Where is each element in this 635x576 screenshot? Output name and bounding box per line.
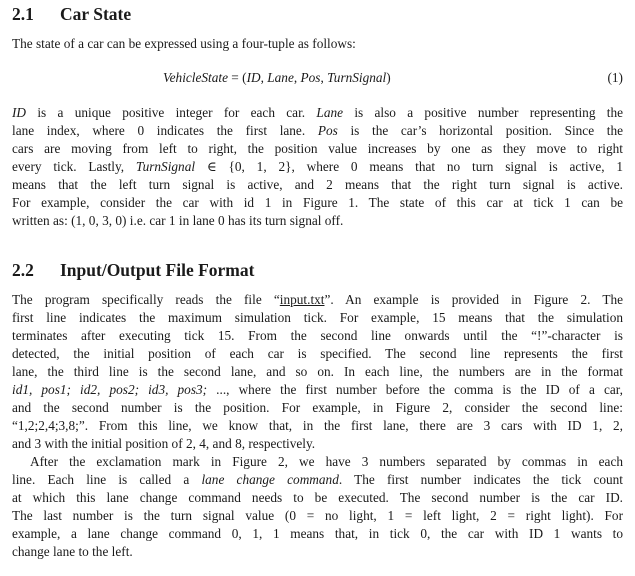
section-title: Input/Output File Format bbox=[60, 260, 255, 280]
paragraph-line: change lane to the left. bbox=[12, 544, 133, 559]
paragraph-line: and the second number is the position. For example, in Figure 2, consider the second line: bbox=[12, 400, 623, 415]
section-heading-io-format bbox=[12, 260, 254, 281]
paragraph-line: “1,2;2,4;3,8;”. From this line, we know that, in the first lane, there are 3 cars with ID 1, 2, bbox=[12, 418, 623, 433]
paragraph-line: example, a lane change command 0, 1, 1 means that, in tick 0, the car with ID 1 wants to bbox=[12, 526, 623, 541]
paragraph-line: terminates after executing tick 15. From the second line onwards until the “!”-character is bbox=[12, 328, 623, 343]
paragraph-line: lane index, where 0 indicates the first lane. Pos is the car’s horizontal position. Since the bbox=[12, 123, 624, 138]
paragraph-line: id1, pos1; id2, pos2; id3, pos3; ..., where the first number before the comma is the ID of a car, bbox=[12, 382, 623, 397]
paragraph-line: and 3 with the initial position of 2, 4, and 8, respectively. bbox=[12, 436, 316, 451]
paragraph-line: lane, the third line is the second lane, and so on. In each line, the numbers are in the format bbox=[12, 364, 623, 379]
paragraph-line: For example, consider the car with id 1 in Figure 1. The state of this car at tick 1 can be bbox=[12, 195, 623, 210]
paragraph-line: cars are moving from left to right, the position value increases by one as they move to right bbox=[12, 141, 623, 156]
equation-number: (1) bbox=[607, 70, 623, 85]
equation-body: VehicleState = (ID, Lane, Pos, TurnSignal) bbox=[163, 70, 391, 85]
paragraph-line: first line indicates the maximum simulation tick. For example, 15 means that the simulation bbox=[12, 310, 623, 325]
paragraph-line: every tick. Lastly, TurnSignal ∈ {0, 1, 2}, where 0 means that no turn signal is active, 1 bbox=[12, 159, 623, 174]
paragraph-line: at which this lane change command needs to be executed. The second number is the car ID. bbox=[12, 490, 623, 505]
paragraph-line: The program specifically reads the file “input.txt”. An example is provided in Figure 2. The bbox=[12, 292, 623, 307]
paragraph-line: The last number is the turn signal value (0 = no light, 1 = left light, 2 = right light). For bbox=[12, 508, 623, 523]
section-number: 2.2 bbox=[12, 260, 34, 280]
paragraph-line: line. Each line is called a lane change command. The first number indicates the tick count bbox=[12, 472, 623, 487]
section-title: Car State bbox=[60, 4, 132, 24]
section-number: 2.1 bbox=[12, 4, 34, 24]
paragraph-line: detected, the initial position of each car is specified. The second line represents the first bbox=[12, 346, 623, 361]
section-heading-car-state bbox=[12, 4, 131, 25]
paragraph-line: After the exclamation mark in Figure 2, we have 3 numbers separated by commas in each bbox=[30, 454, 623, 469]
input-file-link[interactable]: input.txt bbox=[279, 292, 325, 307]
paragraph-line: ID is a unique positive integer for each car. Lane is also a positive number representing the bbox=[12, 105, 624, 120]
paragraph-line: means that the left turn signal is active, and 2 means that the right turn signal is active. bbox=[12, 177, 623, 192]
section-intro: The state of a car can be expressed using a four-tuple as follows: bbox=[12, 36, 356, 51]
paragraph-line: written as: (1, 0, 3, 0) i.e. car 1 in lane 0 has its turn signal off. bbox=[12, 213, 344, 228]
